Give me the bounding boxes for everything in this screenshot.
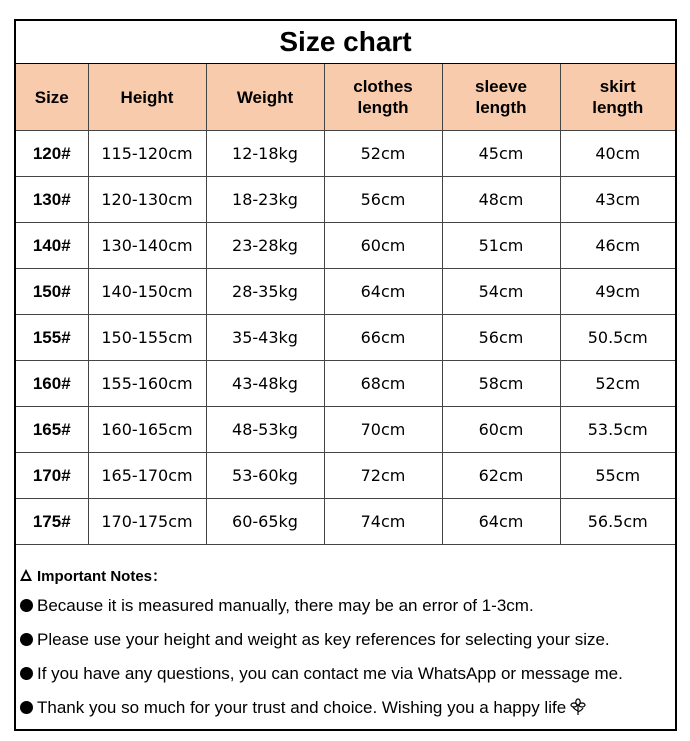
- size-cell: 140#: [16, 223, 88, 269]
- table-cell: 56cm: [324, 177, 442, 223]
- bullet-icon: [20, 599, 33, 612]
- table-cell: 12-18kg: [206, 131, 324, 177]
- table-cell: 43cm: [560, 177, 675, 223]
- table-cell: 35-43kg: [206, 315, 324, 361]
- note-text: Please use your height and weight as key references for selecting your size.: [37, 630, 610, 649]
- table-cell: 64cm: [442, 499, 560, 545]
- table-body: [16, 131, 675, 545]
- table-cell: 70cm: [324, 407, 442, 453]
- column-header-label: Height: [120, 87, 174, 107]
- bullet-icon: [20, 633, 33, 646]
- table-cell: 160-165cm: [88, 407, 206, 453]
- size-cell: 175#: [16, 499, 88, 545]
- size-cell: 155#: [16, 315, 88, 361]
- notes-heading: [20, 565, 675, 589]
- table-cell: 28-35kg: [206, 269, 324, 315]
- table-cell: 52cm: [560, 361, 675, 407]
- table-cell: 48-53kg: [206, 407, 324, 453]
- size-cell: 120#: [16, 131, 88, 177]
- column-header: [16, 64, 88, 131]
- column-header-label: sleeve: [475, 77, 527, 96]
- table-row: [16, 499, 675, 545]
- size-table: [16, 64, 675, 545]
- delta-icon: [20, 569, 32, 581]
- table-cell: 140-150cm: [88, 269, 206, 315]
- table-cell: 170-175cm: [88, 499, 206, 545]
- bullet-icon: [20, 667, 33, 680]
- bullet-icon: [20, 701, 33, 714]
- column-header: [88, 64, 206, 131]
- table-cell: 56.5cm: [560, 499, 675, 545]
- note-item: [20, 623, 675, 657]
- table-row: [16, 407, 675, 453]
- table-cell: 54cm: [442, 269, 560, 315]
- table-cell: 52cm: [324, 131, 442, 177]
- notes-section: [16, 545, 675, 725]
- table-cell: 115-120cm: [88, 131, 206, 177]
- table-cell: 18-23kg: [206, 177, 324, 223]
- table-row: [16, 223, 675, 269]
- notes-heading-label: Important Notes：: [37, 568, 168, 585]
- table-row: [16, 177, 675, 223]
- column-header-label: clothes: [353, 77, 413, 96]
- column-header: [560, 64, 675, 131]
- table-cell: 53-60kg: [206, 453, 324, 499]
- note-text: If you have any questions, you can contact me via WhatsApp or message me.: [37, 664, 623, 683]
- size-cell: 160#: [16, 361, 88, 407]
- size-cell: 150#: [16, 269, 88, 315]
- table-row: [16, 361, 675, 407]
- table-row: [16, 453, 675, 499]
- table-cell: 40cm: [560, 131, 675, 177]
- table-cell: 130-140cm: [88, 223, 206, 269]
- table-header-row: [16, 64, 675, 131]
- table-cell: 45cm: [442, 131, 560, 177]
- table-cell: 56cm: [442, 315, 560, 361]
- table-cell: 60-65kg: [206, 499, 324, 545]
- table-cell: 60cm: [324, 223, 442, 269]
- table-cell: 49cm: [560, 269, 675, 315]
- size-cell: 130#: [16, 177, 88, 223]
- table-cell: 48cm: [442, 177, 560, 223]
- size-cell: 165#: [16, 407, 88, 453]
- table-cell: 120-130cm: [88, 177, 206, 223]
- note-item: [20, 691, 675, 725]
- table-row: [16, 269, 675, 315]
- column-header: [442, 64, 560, 131]
- table-cell: 68cm: [324, 361, 442, 407]
- table-cell: 62cm: [442, 453, 560, 499]
- table-cell: 74cm: [324, 499, 442, 545]
- table-cell: 64cm: [324, 269, 442, 315]
- table-cell: 155-160cm: [88, 361, 206, 407]
- table-cell: 72cm: [324, 453, 442, 499]
- note-item: [20, 589, 675, 623]
- table-row: [16, 315, 675, 361]
- column-header: [206, 64, 324, 131]
- table-cell: 46cm: [560, 223, 675, 269]
- size-cell: 170#: [16, 453, 88, 499]
- note-text: Because it is measured manually, there may be an error of 1-3cm.: [37, 596, 534, 615]
- table-cell: 53.5cm: [560, 407, 675, 453]
- table-cell: 55cm: [560, 453, 675, 499]
- column-header-label: length: [357, 98, 409, 117]
- column-header-label: length: [592, 98, 644, 117]
- column-header: [324, 64, 442, 131]
- note-item: [20, 657, 675, 691]
- column-header-label: skirt: [599, 77, 636, 96]
- table-cell: 60cm: [442, 407, 560, 453]
- table-cell: 58cm: [442, 361, 560, 407]
- flower-icon: [570, 694, 586, 728]
- column-header-label: length: [475, 98, 527, 117]
- table-cell: 150-155cm: [88, 315, 206, 361]
- note-text: Thank you so much for your trust and choice. Wishing you a happy life: [37, 698, 567, 717]
- table-cell: 50.5cm: [560, 315, 675, 361]
- column-header-label: Size: [34, 87, 69, 107]
- table-cell: 66cm: [324, 315, 442, 361]
- size-chart-frame: [14, 19, 677, 731]
- page-title: Size chart: [16, 21, 675, 64]
- table-cell: 51cm: [442, 223, 560, 269]
- table-cell: 23-28kg: [206, 223, 324, 269]
- column-header-label: Weight: [236, 87, 294, 107]
- table-cell: 43-48kg: [206, 361, 324, 407]
- table-cell: 165-170cm: [88, 453, 206, 499]
- table-row: [16, 131, 675, 177]
